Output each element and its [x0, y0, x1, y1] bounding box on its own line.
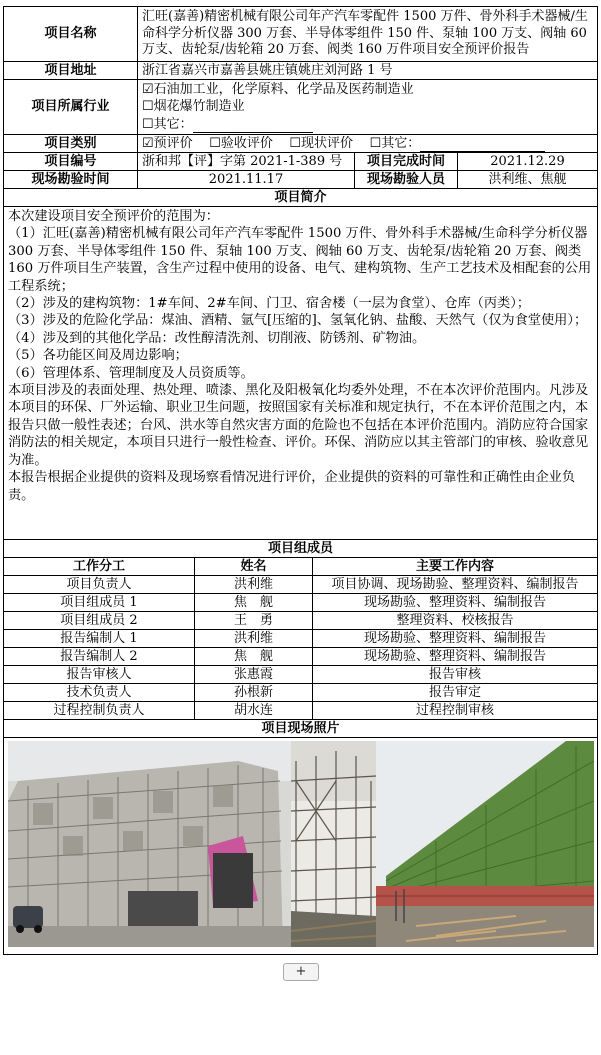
table-row — [4, 702, 598, 720]
intro-paragraph: （6）管理体系、管理制度及人员资质等。 — [8, 365, 254, 381]
project-name-label: 项目名称 — [4, 7, 138, 62]
intro-paragraph: （5）各功能区间及周边影响； — [8, 348, 188, 364]
photo-green-netted-building — [376, 741, 594, 947]
member-name: 孙根新 — [195, 684, 313, 702]
table-row — [4, 630, 598, 648]
intro-content — [4, 207, 598, 540]
member-name: 胡水连 — [195, 702, 313, 720]
project-number-label: 项目编号 — [4, 153, 138, 171]
industry-other-blank — [193, 120, 313, 133]
survey-staff-label: 现场勘验人员 — [355, 171, 458, 189]
member-work: 过程控制审核 — [313, 702, 598, 720]
intro-paragraph: （4）涉及到的其他化学品：改性醇清洗剂、切削液、防锈剂、矿物油。 — [8, 330, 426, 346]
photo-scaffold-tower — [291, 741, 376, 947]
photos-section-title: 项目现场照片 — [4, 720, 598, 738]
table-row — [4, 612, 598, 630]
members-header-work: 主要工作内容 — [313, 558, 598, 576]
member-work: 报告审定 — [313, 684, 598, 702]
survey-time-value: 2021.11.17 — [138, 171, 355, 189]
member-name: 王 勇 — [195, 612, 313, 630]
industry-option-fireworks: ☐烟花爆竹制造业 — [142, 99, 245, 115]
member-name: 焦 舰 — [195, 648, 313, 666]
category-option-other: ☐其它： — [369, 135, 421, 151]
intro-paragraph: （2）涉及的建构筑物：1#车间、2#车间、门卫、宿舍楼（一层为食堂）、仓库（丙类）； — [8, 296, 531, 312]
member-role: 报告编制人 1 — [4, 630, 195, 648]
member-name: 焦 舰 — [195, 594, 313, 612]
member-work: 整理资料、校核报告 — [313, 612, 598, 630]
member-role: 过程控制负责人 — [4, 702, 195, 720]
survey-time-label: 现场勘验时间 — [4, 171, 138, 189]
project-address-value: 浙江省嘉兴市嘉善县姚庄镇姚庄刘河路 1 号 — [138, 62, 598, 80]
members-table — [3, 557, 598, 955]
member-work: 现场勘验、整理资料、编制报告 — [313, 594, 598, 612]
category-other-blank — [420, 139, 545, 152]
intro-paragraph: 本报告根据企业提供的资料及现场察看情况进行评价，企业提供的资料的可靠性和正确性由企业负责。 — [8, 470, 576, 503]
member-role: 项目组成员 2 — [4, 612, 195, 630]
member-name: 洪利维 — [195, 576, 313, 594]
complete-time-value: 2021.12.29 — [458, 153, 598, 171]
intro-paragraph: （1）汇旺(嘉善)精密机械有限公司年产汽车零配件 1500 万件、骨外科手术器械/生命科学分析仪器 300 万套、半导体零组件 150 件、泵轴 100 万支、阀轴 60 万支、齿轮泵/齿轮箱 20 万套、阀类 160 万件项目生产装置，含生产过程中使用的设备、电气、建构筑物、生产工艺技术及相配套的公用工程系统； — [8, 226, 592, 294]
project-number-value: 浙和邦【评】字第 2021-1-389 号 — [138, 153, 355, 171]
photo-building-under-construction — [8, 741, 291, 947]
member-role: 项目组成员 1 — [4, 594, 195, 612]
intro-paragraph: 本次建设项目安全预评价的范围为： — [8, 209, 219, 224]
member-work: 报告审核 — [313, 666, 598, 684]
project-category-options — [138, 135, 598, 153]
survey-staff-value: 洪利维、焦舰 — [458, 171, 598, 189]
industry-option-chemical: ☑石油加工业，化学原料、化学品及医药制造业 — [142, 81, 414, 97]
member-work: 现场勘验、整理资料、编制报告 — [313, 648, 598, 666]
industry-option-other: ☐其它： — [142, 116, 193, 132]
member-role: 项目负责人 — [4, 576, 195, 594]
member-role: 技术负责人 — [4, 684, 195, 702]
member-name: 张惠霞 — [195, 666, 313, 684]
members-section-title: 项目组成员 — [4, 540, 598, 558]
members-header-role: 工作分工 — [4, 558, 195, 576]
table-row — [4, 684, 598, 702]
member-work: 现场勘验、整理资料、编制报告 — [313, 630, 598, 648]
member-name: 洪利维 — [195, 630, 313, 648]
category-option-status: ☐现状评价 — [289, 135, 354, 151]
table-row — [4, 666, 598, 684]
complete-time-label: 项目完成时间 — [355, 153, 458, 171]
project-industry-label: 项目所属行业 — [4, 80, 138, 135]
project-address-label: 项目地址 — [4, 62, 138, 80]
project-category-label: 项目类别 — [4, 135, 138, 153]
intro-paragraph: 本项目涉及的表面处理、热处理、喷漆、黑化及阳极氧化均委外处理，不在本次评价范围内。凡涉及本项目的环保、厂外运输、职业卫生问题，按照国家有关标准和规定执行，不在本评价范围之内，本报告只做一般性表述；台风、洪水等自然灾害方面的危险也不包括在本评价范围内。消防应符合国家消防法的相关规定，本项目只进行一般性检查、评价。环保、消防应以其主管部门的审核、验收意见为准。 — [8, 383, 589, 468]
intro-section-title: 项目简介 — [4, 189, 598, 207]
project-name-value: 汇旺(嘉善)精密机械有限公司年产汽车零配件 1500 万件、骨外科手术器械/生命科学分析仪器 300 万套、半导体零组件 150 件、泵轴 100 万支、阀轴 60 万支、齿轮泵/齿轮箱 20 万套、阀类 160 万件项目安全预评价报告 — [138, 7, 598, 62]
info-table — [3, 6, 598, 558]
category-option-pre: ☑预评价 — [142, 135, 193, 151]
member-role: 报告编制人 2 — [4, 648, 195, 666]
member-role: 报告审核人 — [4, 666, 195, 684]
members-header-name: 姓名 — [195, 558, 313, 576]
table-row — [4, 576, 598, 594]
intro-paragraph: （3）涉及的危险化学品：煤油、酒精、氩气[压缩的]、氢氧化钠、盐酸、天然气（仅为食堂使用）； — [8, 313, 588, 329]
table-row — [4, 594, 598, 612]
project-industry-options — [138, 80, 598, 135]
table-row — [4, 648, 598, 666]
member-work: 项目协调、现场勘验、整理资料、编制报告 — [313, 576, 598, 594]
photos-cell — [4, 738, 598, 955]
category-option-acceptance: ☐验收评价 — [209, 135, 273, 151]
report-cover-sheet — [3, 6, 597, 955]
expand-button[interactable]: + — [283, 963, 319, 981]
